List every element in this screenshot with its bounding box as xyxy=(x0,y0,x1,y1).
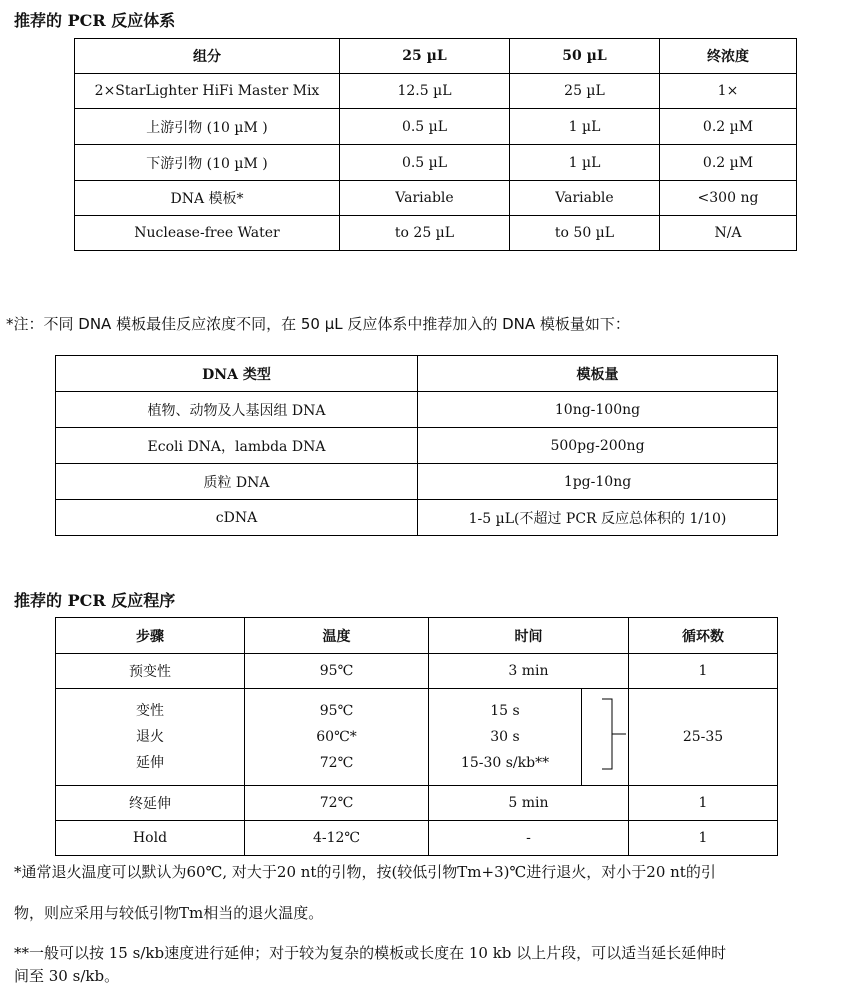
cell: 72℃ xyxy=(245,786,429,821)
cell: 5 min xyxy=(429,786,629,821)
cell: - xyxy=(429,821,629,856)
cycle-row xyxy=(56,689,778,786)
cell: 1 xyxy=(629,786,778,821)
time-denature: 15 s xyxy=(490,703,520,719)
cycle-temps-cell xyxy=(245,689,429,786)
cell: cDNA xyxy=(56,500,418,536)
header-template-amount: 模板量 xyxy=(418,356,778,392)
header-step: 步骤 xyxy=(56,618,245,654)
cycle-count-cell: 25-35 xyxy=(629,689,778,786)
header-dna-type: DNA 类型 xyxy=(56,356,418,392)
cell: 1 xyxy=(629,821,778,856)
cell: 1-5 µL(不超过 PCR 反应总体积的 1/10) xyxy=(418,500,778,536)
cell: 1pg-10ng xyxy=(418,464,778,500)
footnote-annealing-line2: 物，则应采用与较低引物Tm相当的退火温度。 xyxy=(14,904,324,922)
cycle-times-cell xyxy=(429,689,582,786)
cell: 500pg-200ng xyxy=(418,428,778,464)
cell: 终延伸 xyxy=(56,786,245,821)
table-header-row xyxy=(56,618,778,654)
step-extend: 延伸 xyxy=(136,755,164,771)
cell: Ecoli DNA，lambda DNA xyxy=(56,428,418,464)
footnote-extension-line1: **一般可以按 15 s/kb速度进行延伸；对于较为复杂的模板或长度在 10 kb 以上片段，可以适当延长延伸时 xyxy=(14,944,727,962)
table-row xyxy=(56,500,778,536)
table-row xyxy=(56,428,778,464)
cycle-bracket-icon xyxy=(582,689,629,781)
table-row xyxy=(56,786,778,821)
table-row xyxy=(75,216,797,251)
cell: 下游引物 (10 µM ) xyxy=(75,145,340,181)
cell: 1 xyxy=(629,654,778,689)
cell: 3 min xyxy=(429,654,629,689)
header-final-conc: 终浓度 xyxy=(660,39,797,74)
cycle-steps-cell xyxy=(56,689,245,786)
table-row xyxy=(56,654,778,689)
cell: 质粒 DNA xyxy=(56,464,418,500)
step-anneal: 退火 xyxy=(136,729,164,745)
step-denature: 变性 xyxy=(136,703,164,719)
cell: 12.5 µL xyxy=(340,74,510,109)
cell: Variable xyxy=(340,181,510,216)
table-row xyxy=(75,109,797,145)
cell: Variable xyxy=(510,181,660,216)
cell: 0.2 µM xyxy=(660,109,797,145)
cell: to 50 µL xyxy=(510,216,660,251)
header-temperature: 温度 xyxy=(245,618,429,654)
table-row xyxy=(75,181,797,216)
section-title-pcr-program: 推荐的 PCR 反应程序 xyxy=(14,591,176,610)
cell: 0.2 µM xyxy=(660,145,797,181)
cell: 95℃ xyxy=(245,654,429,689)
header-cycles: 循环数 xyxy=(629,618,778,654)
table-header-row xyxy=(75,39,797,74)
cell: 1× xyxy=(660,74,797,109)
table-row xyxy=(56,464,778,500)
cell: Hold xyxy=(56,821,245,856)
cell: 4-12℃ xyxy=(245,821,429,856)
cell: DNA 模板* xyxy=(75,181,340,216)
table-header-row xyxy=(56,356,778,392)
template-note: *注：不同 DNA 模板最佳反应浓度不同，在 50 µL 反应体系中推荐加入的 DNA 模板量如下： xyxy=(6,315,630,333)
cell: 10ng-100ng xyxy=(418,392,778,428)
footnote-annealing-line1: *通常退火温度可以默认为60℃, 对大于20 nt的引物，按(较低引物Tm+3)℃进行退火，对小于20 nt的引 xyxy=(14,863,716,881)
time-anneal: 30 s xyxy=(490,729,520,745)
cell: <300 ng xyxy=(660,181,797,216)
cell: N/A xyxy=(660,216,797,251)
header-component: 组分 xyxy=(75,39,340,74)
time-extend: 15-30 s/kb** xyxy=(460,755,550,771)
pcr-program-table xyxy=(55,617,778,856)
cell: 2×StarLighter HiFi Master Mix xyxy=(75,74,340,109)
temp-denature: 95℃ xyxy=(319,703,354,719)
table-row xyxy=(75,145,797,181)
cell: Nuclease-free Water xyxy=(75,216,340,251)
footnote-extension-line2: 间至 30 s/kb。 xyxy=(14,967,120,985)
temp-extend: 72℃ xyxy=(319,755,354,771)
cell: 25 µL xyxy=(510,74,660,109)
cell: 预变性 xyxy=(56,654,245,689)
table-row xyxy=(56,821,778,856)
table-row xyxy=(75,74,797,109)
cell: 1 µL xyxy=(510,145,660,181)
header-50ul: 50 µL xyxy=(510,39,660,74)
temp-anneal: 60℃* xyxy=(316,729,357,745)
cell: 上游引物 (10 µM ) xyxy=(75,109,340,145)
table-row xyxy=(56,392,778,428)
header-25ul: 25 µL xyxy=(340,39,510,74)
bracket-cell xyxy=(582,689,629,786)
cell: to 25 µL xyxy=(340,216,510,251)
cell: 1 µL xyxy=(510,109,660,145)
cell: 植物、动物及人基因组 DNA xyxy=(56,392,418,428)
cell: 0.5 µL xyxy=(340,145,510,181)
section-title-reaction-system: 推荐的 PCR 反应体系 xyxy=(14,11,176,30)
header-time: 时间 xyxy=(429,618,629,654)
cell: 0.5 µL xyxy=(340,109,510,145)
template-amount-table xyxy=(55,355,778,536)
reaction-system-table xyxy=(74,38,797,251)
